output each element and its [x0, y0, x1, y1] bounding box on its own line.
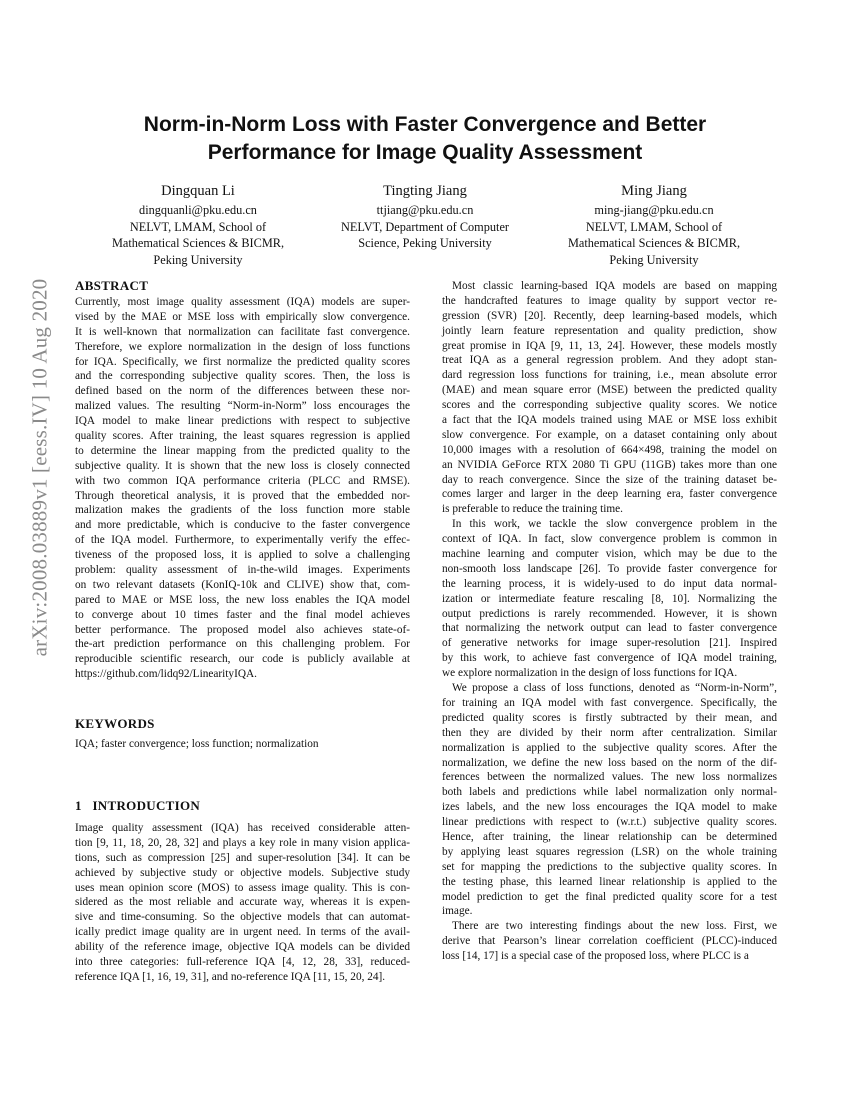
text-line: malized values. The resulting “Norm-in-Norm” loss encourages the: [75, 400, 410, 413]
text-line: sive and time-consuming. So the objective models that can automat-: [75, 911, 410, 924]
author-affiliation: Mathematical Sciences & BICMR,: [111, 236, 285, 250]
text-line: and more predictable, which is conducive to the faster convergence: [75, 519, 410, 532]
text-line: quality scores. After training, the least squares regression is applied: [75, 430, 410, 443]
text-line: ization or intermediate feature rescaling [8, 10]. Normalizing the: [442, 592, 777, 605]
author-email: dingquanli@pku.edu.cn: [139, 203, 257, 217]
keywords-text: IQA; faster convergence; loss function; normalization: [75, 738, 319, 750]
text-line: Hence, after training, the linear relationship can be determined: [442, 830, 777, 843]
text-line: sidered as the most reliable and accurate way, whereas it is expen-: [75, 896, 410, 909]
text-line: an NVIDIA GeForce RTX 2080 Ti GPU (11GB) takes more than one: [442, 458, 777, 471]
text-line: and the corresponding subjective quality scores. Then, the loss is: [75, 370, 410, 383]
author-name: Tingting Jiang: [383, 183, 467, 199]
text-line: uses mean opinion score (MOS) to assess image quality. This is con-: [75, 881, 410, 894]
text-line: for IQA. Specifically, we first normalize the predicted quality scores: [75, 355, 410, 368]
text-line: of the IQA model. Furthermore, to experimentally verify the effec-: [75, 534, 410, 547]
author-email: ming-jiang@pku.edu.cn: [594, 203, 714, 217]
text-line: with two common IQA performance criteria (PLCC and RMSE).: [75, 474, 410, 487]
text-line: a fact that the IQA models trained using MAE or MSE loss exhibit: [442, 414, 777, 427]
text-line: the testing phase, this learned linear relationship is applied to the: [442, 875, 777, 888]
author-affiliation: Science, Peking University: [358, 236, 492, 250]
text-line: we explore normalization in the design of loss functions for IQA.: [442, 667, 738, 680]
text-line: set for mapping the predictions to the subjective quality scores. In: [442, 860, 777, 873]
text-line: to converge about 10 times faster and the final model achieves: [75, 608, 410, 621]
text-line: loss [14, 17] is a special case of the proposed loss, where PLCC is a: [442, 950, 749, 963]
abstract-heading: ABSTRACT: [75, 278, 149, 293]
text-line: Most classic learning-based IQA models are based on mapping: [452, 280, 777, 292]
text-line: ferences between the normalized values. The new loss normalizes: [442, 771, 777, 784]
text-line: linear predictions with respect to (w.r.t.) subjective quality scores.: [442, 816, 777, 829]
text-line: slow convergence. For example, on a dataset containing only about: [442, 428, 777, 441]
text-line: tion [9, 11, 18, 20, 28, 32] and plays a key role in many vision applica-: [75, 836, 410, 849]
text-line: by this work, to achieve fast convergence of IQA model training,: [442, 652, 777, 665]
text-line: normalization, we define the new loss based on the norm of the dif-: [442, 756, 777, 769]
text-line: tiveness of the proposed loss, it is applied to solve a challenging: [75, 549, 410, 562]
text-line: pared to MAE or MSE loss, the new loss enables the IQA model: [75, 593, 410, 606]
title-line-1: Norm-in-Norm Loss with Faster Convergence and Better: [143, 113, 707, 136]
text-line: gression (SVR) [20]. Recently, deep learning-based models, which: [442, 309, 777, 322]
text-line: dard regression loss functions for training, i.e., mean absolute error: [442, 369, 777, 382]
text-line: subjective quality. It is shown that the new loss is closely connected: [75, 459, 410, 472]
text-line: ically predict image quality are in urgent need. In terms of the avail-: [75, 926, 410, 939]
text-line: tions, such as compression [25] and super-resolution [34]. It can be: [75, 851, 410, 864]
text-line: output predictions is rarely recommended. However, it is shown: [442, 607, 777, 620]
author-name: Ming Jiang: [621, 183, 687, 199]
text-line: to determine the linear mapping from the predicted quality to the: [75, 444, 410, 457]
author-email: ttjiang@pku.edu.cn: [376, 203, 474, 217]
author-affiliation: Peking University: [153, 252, 243, 267]
author-3: [534, 181, 774, 268]
author-affiliation: Mathematical Sciences & BICMR,: [567, 236, 741, 250]
keywords-heading: KEYWORDS: [75, 716, 155, 731]
text-line: for training an IQA model with fast convergence. Specifically, the: [442, 696, 777, 709]
text-line: of generative networks for image super-resolution [21]. Inspired: [442, 637, 777, 650]
text-line: It is well-known that normalization can facilitate fast convergence.: [75, 325, 410, 338]
introduction-body-right: [442, 279, 777, 964]
text-line: into three categories: full-reference IQA [4, 12, 28, 33], reduced-: [75, 956, 410, 969]
text-line: then they are divided by their norm after centralization. Similar: [442, 726, 777, 739]
text-line: the-art prediction performance on this challenging problem. For: [75, 638, 410, 651]
author-affiliation: NELVT, LMAM, School of: [585, 219, 723, 234]
text-line: image.: [442, 905, 473, 918]
text-line: scores and the corresponding subjective quality scores. We notice: [442, 399, 777, 412]
introduction-body-left: [75, 821, 410, 985]
text-line: model prediction to get the final predicted quality score for a test: [442, 890, 777, 903]
text-line: reference IQA [1, 16, 19, 31], and no-reference IQA [11, 15, 20, 24].: [75, 970, 386, 983]
text-line: normalization is applied to the subjective quality scores. After the: [442, 741, 777, 754]
text-line: We propose a class of loss functions, denoted as “Norm-in-Norm”,: [452, 682, 777, 695]
arxiv-stamp: arXiv:2008.03889v1 [eess.IV] 10 Aug 2020: [27, 278, 52, 657]
text-line: 10,000 images with a resolution of 664×498, training the model on: [442, 443, 777, 456]
text-line: is preferable to reduce the training time.: [442, 503, 623, 516]
text-line: the learning process, it is widely-used to do input data normal-: [442, 577, 777, 590]
text-line: Therefore, we explore normalization in the design of loss functions: [75, 340, 410, 353]
author-affiliation: Peking University: [609, 252, 699, 267]
text-line: Through theoretical analysis, it is proved that the embedded nor-: [75, 489, 410, 502]
author-name: Dingquan Li: [161, 183, 235, 199]
text-line: jointly learn feature representation and quality prediction, show: [442, 324, 777, 337]
text-line: predicted quality scores is firstly subtracted by their mean, and: [442, 711, 777, 724]
text-line: on two relevant datasets (KonIQ-10k and CLIVE) show that, com-: [75, 578, 410, 591]
text-line: problem: quality assessment of in-the-wild images. Experiments: [75, 564, 410, 577]
author-2: [305, 181, 545, 252]
introduction-heading: 1 INTRODUCTION: [75, 798, 201, 813]
author-affiliation: NELVT, LMAM, School of: [129, 219, 267, 234]
author-affiliation: NELVT, Department of Computer: [340, 219, 510, 234]
text-line: context of IQA. In fact, slow convergence problem is common in: [442, 533, 777, 546]
text-line: ability of the reference image, objective IQA models can be divided: [75, 941, 410, 954]
abstract-body: [75, 295, 410, 682]
text-line: both labels and predictions while label normalization only normal-: [442, 786, 777, 799]
text-line: defined based on the norm of the differences between these nor-: [75, 385, 410, 398]
text-line: day to reach convergence. Since the size of the training dataset be-: [442, 473, 777, 486]
text-line: that normalizing the network output can lead to faster convergence: [442, 622, 777, 635]
text-line: comes larger and larger in the deep learning era, faster convergence: [442, 488, 777, 501]
text-line: achieved by subjective study or objective models. Subjective study: [75, 866, 410, 879]
text-line: treat IQA as a general regression problem. And they adopt stan-: [442, 354, 777, 367]
text-line: There are two interesting findings about the new loss. First, we: [452, 920, 777, 933]
author-1: [78, 181, 318, 268]
text-line: great promise in IQA [9, 11, 13, 24]. However, these models mostly: [442, 339, 777, 352]
text-line: derive that Pearson’s linear correlation coefficient (PLCC)-induced: [442, 935, 777, 948]
title-line-2: Performance for Image Quality Assessment: [207, 141, 643, 164]
text-line: vised by the MAE or MSE loss with empirically slow convergence.: [75, 310, 410, 323]
text-line: reproducible scientific research, our code is publicly available at: [75, 653, 410, 666]
text-line: malization makes the gradients of the loss function more stable: [75, 504, 410, 517]
text-line: izes labels, and the new loss encourages the IQA model to make: [442, 801, 777, 814]
text-line: non-smooth loss landscape [26]. To provide faster convergence for: [442, 562, 777, 575]
text-line: the handcrafted features to image quality by support vector re-: [442, 294, 777, 307]
text-line: In this work, we tackle the slow convergence problem in the: [452, 518, 777, 531]
text-line: by applying least squares regression (LSR) on the whole training: [442, 845, 777, 858]
text-line: (MAE) and mean square error (MSE) between the predicted quality: [442, 384, 777, 397]
text-line: Currently, most image quality assessment (IQA) models are super-: [75, 296, 410, 308]
text-line: better performance. The proposed model also achieves state-of-: [75, 623, 410, 636]
paper-title: [0, 111, 850, 167]
text-line: IQA model to make linear predictions with respect to subjective: [75, 415, 410, 428]
text-line: Image quality assessment (IQA) has received considerable atten-: [75, 822, 410, 834]
text-line: machine learning and computer vision, which may be due to the: [442, 548, 777, 561]
text-line: https://github.com/lidq92/LinearityIQA.: [75, 668, 257, 681]
